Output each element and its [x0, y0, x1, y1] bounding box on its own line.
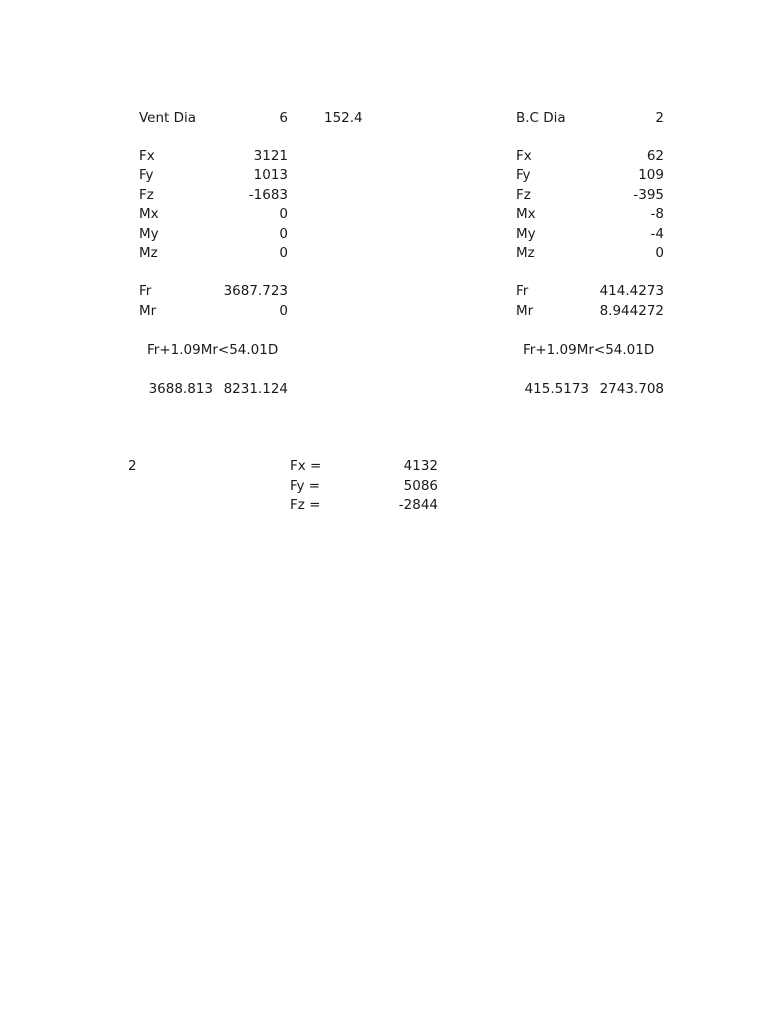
left-result-value: 0 — [279, 303, 288, 319]
right-header-label: B.C Dia — [516, 110, 566, 126]
right-force-label: Fy — [516, 167, 531, 183]
right-force-value: 109 — [638, 167, 664, 183]
left-result-label: Mr — [139, 303, 157, 319]
left-force-label: Fx — [139, 148, 155, 164]
right-force-value: -8 — [650, 206, 664, 222]
bottom-row-label: Fy = — [290, 478, 321, 494]
bottom-row-label: Fz = — [290, 497, 321, 513]
bottom-row-value: -2844 — [398, 497, 438, 513]
right-force-label: My — [516, 226, 536, 242]
right-formula: Fr+1.09Mr<54.01D — [523, 342, 655, 358]
bottom-row-value: 5086 — [403, 478, 438, 494]
right-force-value: -4 — [650, 226, 664, 242]
left-force-label: My — [139, 226, 159, 242]
left-force-label: Mx — [139, 206, 159, 222]
left-calc-b: 8231.124 — [223, 381, 288, 397]
bottom-row-value: 4132 — [403, 458, 438, 474]
left-force-label: Fz — [139, 187, 154, 203]
right-force-value: -395 — [633, 187, 664, 203]
bottom-row-label: Fx = — [290, 458, 322, 474]
right-force-label: Fz — [516, 187, 531, 203]
left-header-label: Vent Dia — [139, 110, 197, 126]
right-result-label: Mr — [516, 303, 534, 319]
right-header-value: 2 — [655, 110, 664, 126]
left-force-value: 0 — [279, 206, 288, 222]
bottom-index: 2 — [128, 458, 137, 474]
right-calc-a: 415.5173 — [524, 381, 589, 397]
right-result-value: 414.4273 — [599, 283, 664, 299]
left-force-value: 0 — [279, 226, 288, 242]
left-force-value: -1683 — [248, 187, 288, 203]
left-calc-a: 3688.813 — [148, 381, 213, 397]
left-force-value: 1013 — [253, 167, 288, 183]
left-force-value: 3121 — [253, 148, 288, 164]
left-result-label: Fr — [139, 283, 152, 299]
left-force-label: Mz — [139, 245, 158, 261]
left-header-extra: 152.4 — [324, 110, 363, 126]
right-force-label: Fx — [516, 148, 532, 164]
right-calc-b: 2743.708 — [599, 381, 664, 397]
right-result-label: Fr — [516, 283, 529, 299]
right-force-value: 62 — [646, 148, 664, 164]
left-header-value: 6 — [279, 110, 288, 126]
right-result-value: 8.944272 — [599, 303, 664, 319]
right-force-label: Mz — [516, 245, 535, 261]
left-result-value: 3687.723 — [223, 283, 288, 299]
right-force-value: 0 — [655, 245, 664, 261]
right-force-label: Mx — [516, 206, 536, 222]
left-force-value: 0 — [279, 245, 288, 261]
left-force-label: Fy — [139, 167, 154, 183]
left-formula: Fr+1.09Mr<54.01D — [147, 342, 279, 358]
